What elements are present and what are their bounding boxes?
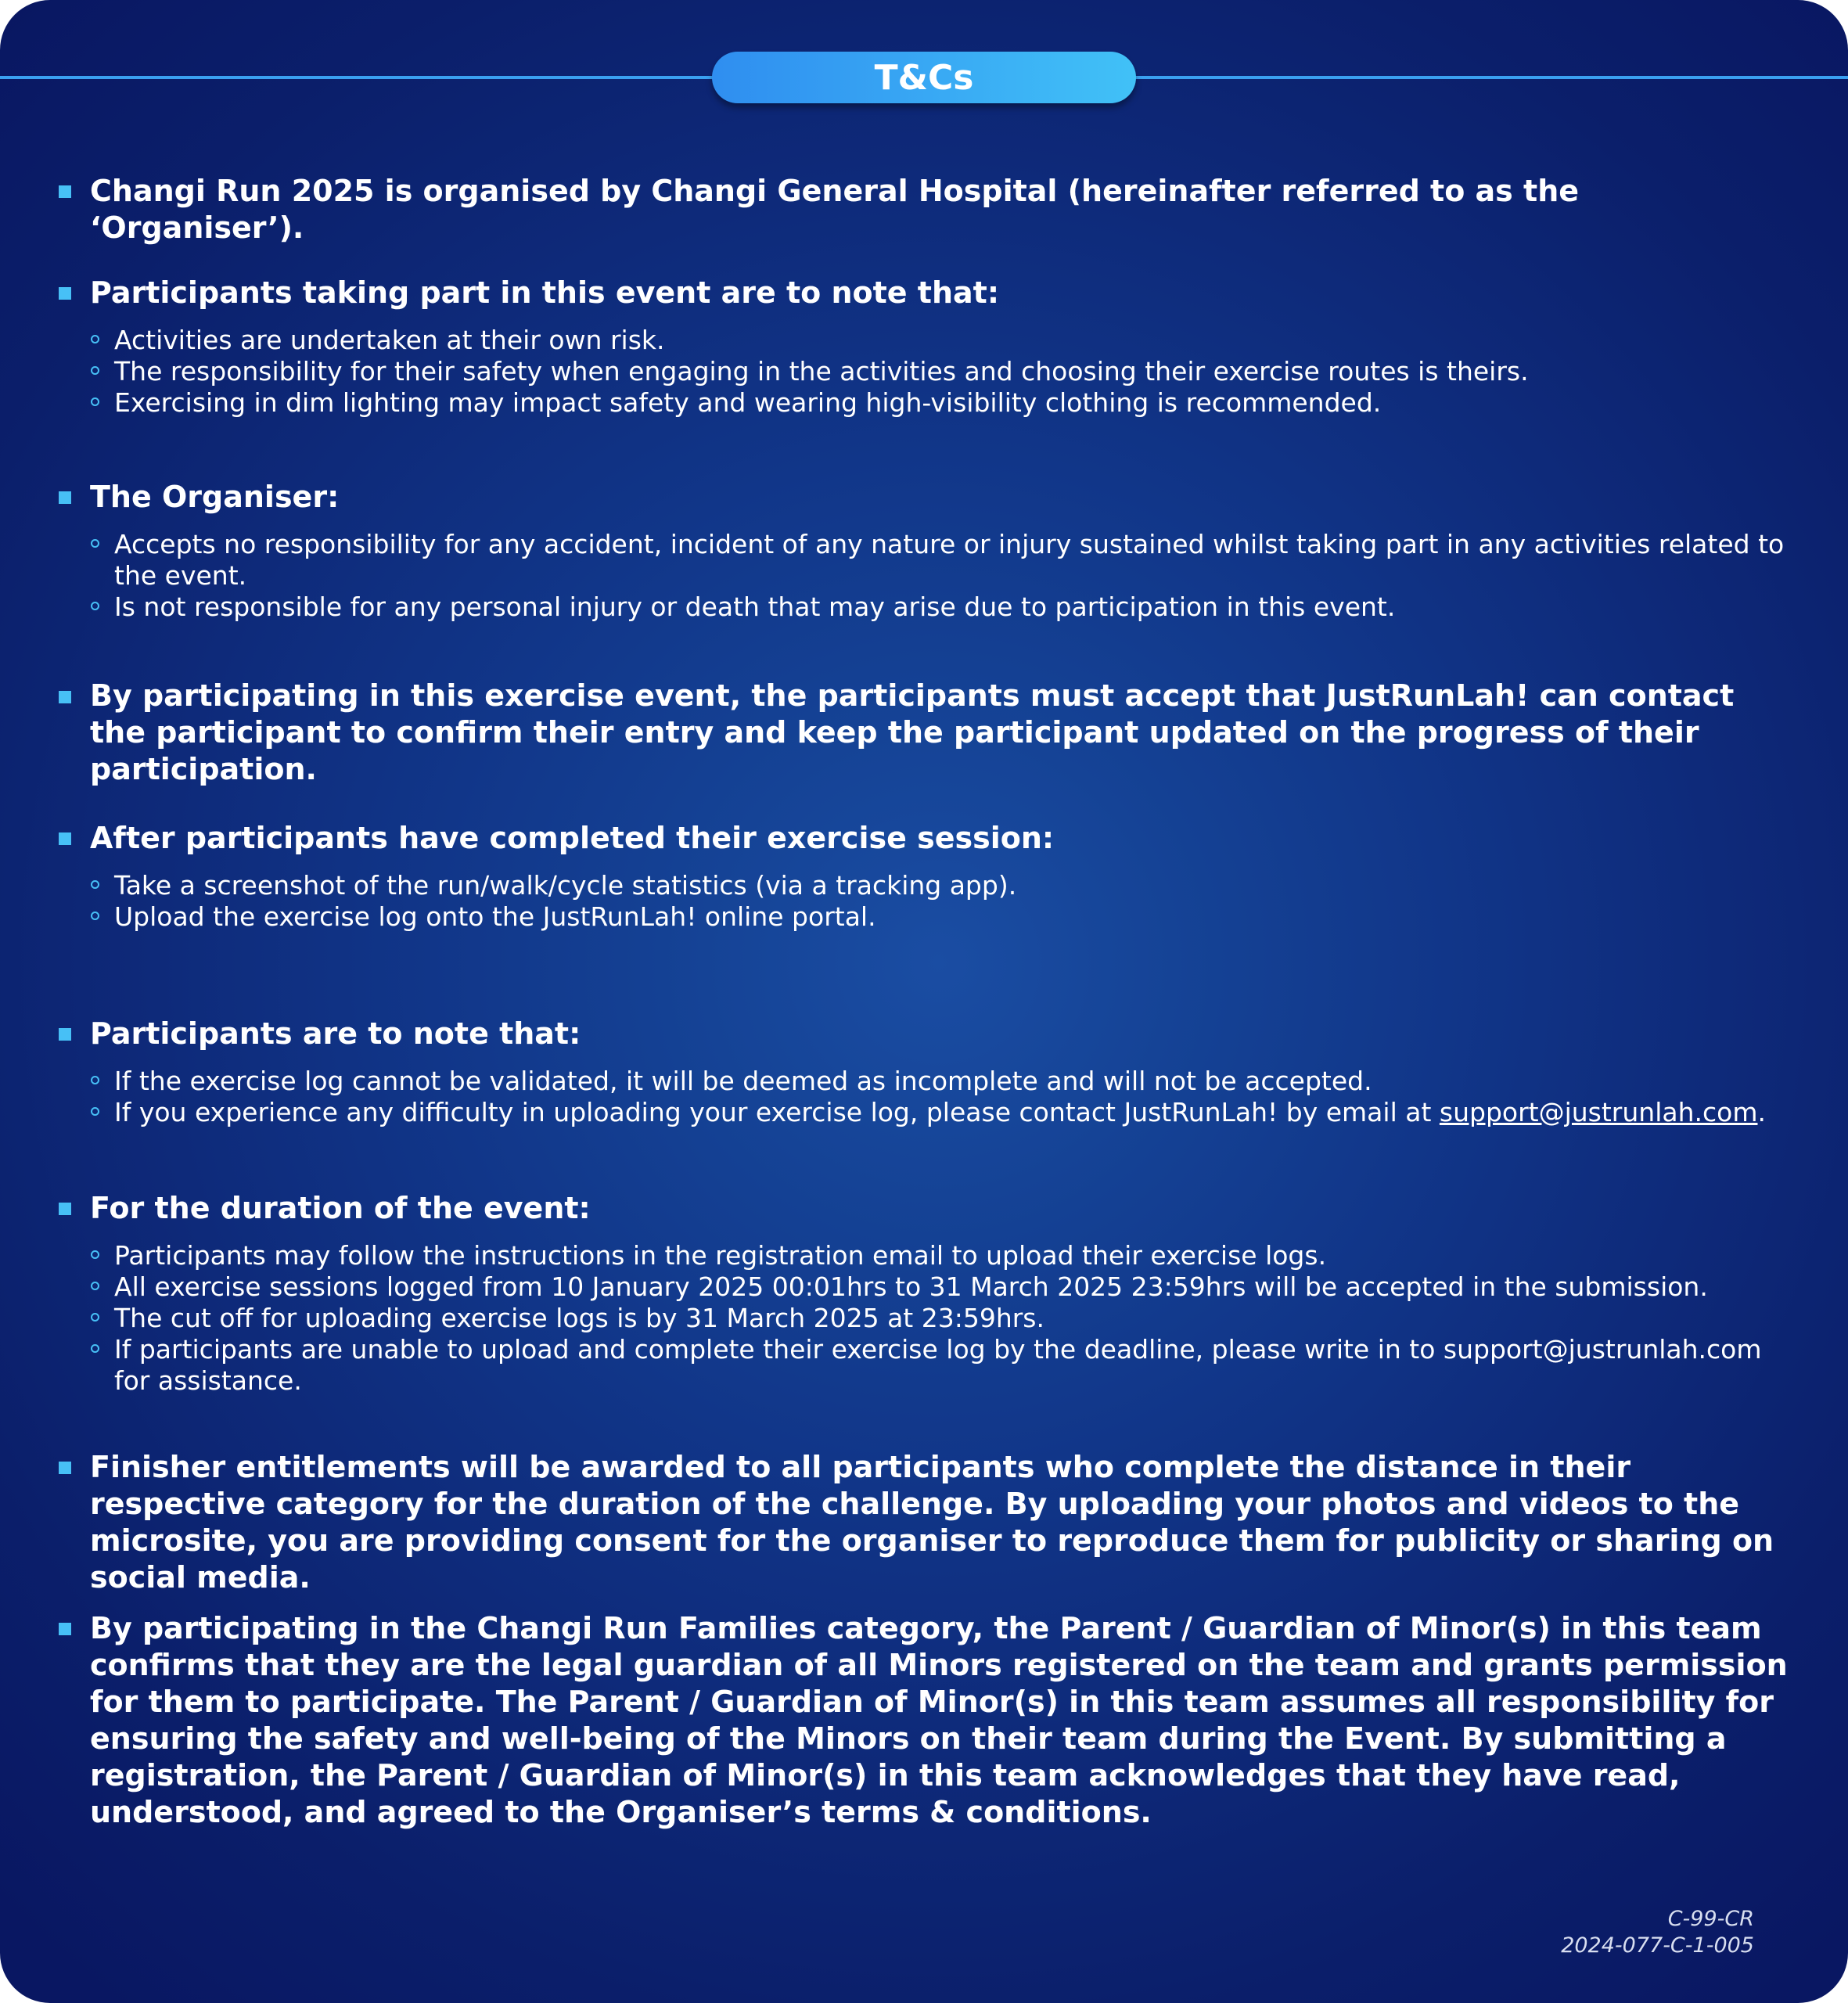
page-title: T&Cs: [874, 57, 974, 98]
reference-codes: [1561, 1906, 1754, 1959]
section-heading: Changi Run 2025 is organised by Changi General Hospital (hereinafter referred to as the ‘Organiser’).: [90, 174, 1580, 245]
circle-bullet-icon: [91, 1344, 99, 1353]
title-divider-left: [0, 76, 720, 79]
support-email-link[interactable]: support@justrunlah.com: [1439, 1097, 1758, 1127]
reference-code-line: 2024-077-C-1-005: [1561, 1933, 1754, 1958]
list-item: Activities are undertaken at their own risk.: [90, 325, 1796, 356]
circle-bullet-icon: [91, 1076, 99, 1084]
square-bullet-icon: [59, 691, 71, 703]
sub-list: [90, 529, 1796, 623]
square-bullet-icon: [59, 832, 71, 845]
sub-list: [90, 1066, 1796, 1128]
sub-list: [90, 325, 1796, 419]
circle-bullet-icon: [91, 602, 99, 610]
square-bullet-icon: [59, 1462, 71, 1474]
circle-bullet-icon: [91, 539, 99, 548]
title-pill: [712, 52, 1136, 103]
circle-bullet-icon: [91, 1250, 99, 1259]
list-item: All exercise sessions logged from 10 January 2025 00:01hrs to 31 March 2025 23:59hrs will be accepted in the submission.: [90, 1271, 1796, 1303]
section-heading: After participants have completed their exercise session:: [90, 821, 1055, 855]
circle-bullet-icon: [91, 1282, 99, 1290]
circle-bullet-icon: [91, 335, 99, 343]
list-item: Is not responsible for any personal injury or death that may arise due to participation in this event.: [90, 592, 1796, 623]
circle-bullet-icon: [91, 397, 99, 406]
section-heading: For the duration of the event:: [90, 1191, 591, 1225]
list-item: Exercising in dim lighting may impact safety and wearing high-visibility clothing is recommended.: [90, 387, 1796, 419]
square-bullet-icon: [59, 1028, 71, 1041]
section-heading: By participating in the Changi Run Families category, the Parent / Guardian of Minor(s) in this team confirms that they are the legal guardian of all Minors registered on the team and grants permission for them to participate. The Parent / Guardian of Minor(s) in this team assumes all responsibility for ensuring the safety and well-being of the Minors on their team during the Event. By submitting a registration, the Parent / Guardian of Minor(s) in this team acknowledges that they have read, understood, and agreed to the Organiser’s terms & conditions.: [90, 1611, 1788, 1829]
square-bullet-icon: [59, 491, 71, 504]
circle-bullet-icon: [91, 1107, 99, 1116]
section-heading: Finisher entitlements will be awarded to all participants who complete the distance in their respective category for the duration of the challenge. By uploading your photos and videos to the microsite, you are providing consent for the organiser to reproduce them for publicity or sharing on social media.: [90, 1450, 1774, 1595]
list-item: Participants may follow the instructions in the registration email to upload their exercise logs.: [90, 1240, 1796, 1271]
list-item: The responsibility for their safety when engaging in the activities and choosing their exercise routes is theirs.: [90, 356, 1796, 387]
list-item: Accepts no responsibility for any accident, incident of any nature or injury sustained whilst taking part in any activities related to the event.: [90, 529, 1796, 592]
title-divider-right: [1131, 76, 1848, 79]
sub-list: [90, 1240, 1796, 1397]
circle-bullet-icon: [91, 366, 99, 375]
section-heading: Participants taking part in this event are to note that:: [90, 275, 1000, 310]
sub-list: [90, 870, 1796, 933]
circle-bullet-icon: [91, 912, 99, 920]
square-bullet-icon: [59, 1623, 71, 1635]
list-item: If you experience any difficulty in uploading your exercise log, please contact JustRunLah! by email at support@justrunlah.com.: [90, 1097, 1796, 1128]
list-item: If the exercise log cannot be validated, it will be deemed as incomplete and will not be accepted.: [90, 1066, 1796, 1097]
list-item: Take a screenshot of the run/walk/cycle statistics (via a tracking app).: [90, 870, 1796, 901]
square-bullet-icon: [59, 1203, 71, 1215]
section-heading: Participants are to note that:: [90, 1016, 581, 1051]
square-bullet-icon: [59, 287, 71, 300]
section-heading: By participating in this exercise event, the participants must accept that JustRunLah! can contact the participant to confirm their entry and keep the participant updated on the progress of their participation.: [90, 678, 1735, 786]
circle-bullet-icon: [91, 1313, 99, 1322]
circle-bullet-icon: [91, 880, 99, 889]
reference-code-line: C-99-CR: [1667, 1907, 1754, 1931]
list-item: Upload the exercise log onto the JustRunLah! online portal.: [90, 901, 1796, 933]
list-item: If participants are unable to upload and complete their exercise log by the deadline, please write in to support@justrunlah.com for assistance.: [90, 1334, 1796, 1397]
section-heading: The Organiser:: [90, 480, 340, 514]
list-item: The cut off for uploading exercise logs is by 31 March 2025 at 23:59hrs.: [90, 1303, 1796, 1334]
square-bullet-icon: [59, 185, 71, 198]
